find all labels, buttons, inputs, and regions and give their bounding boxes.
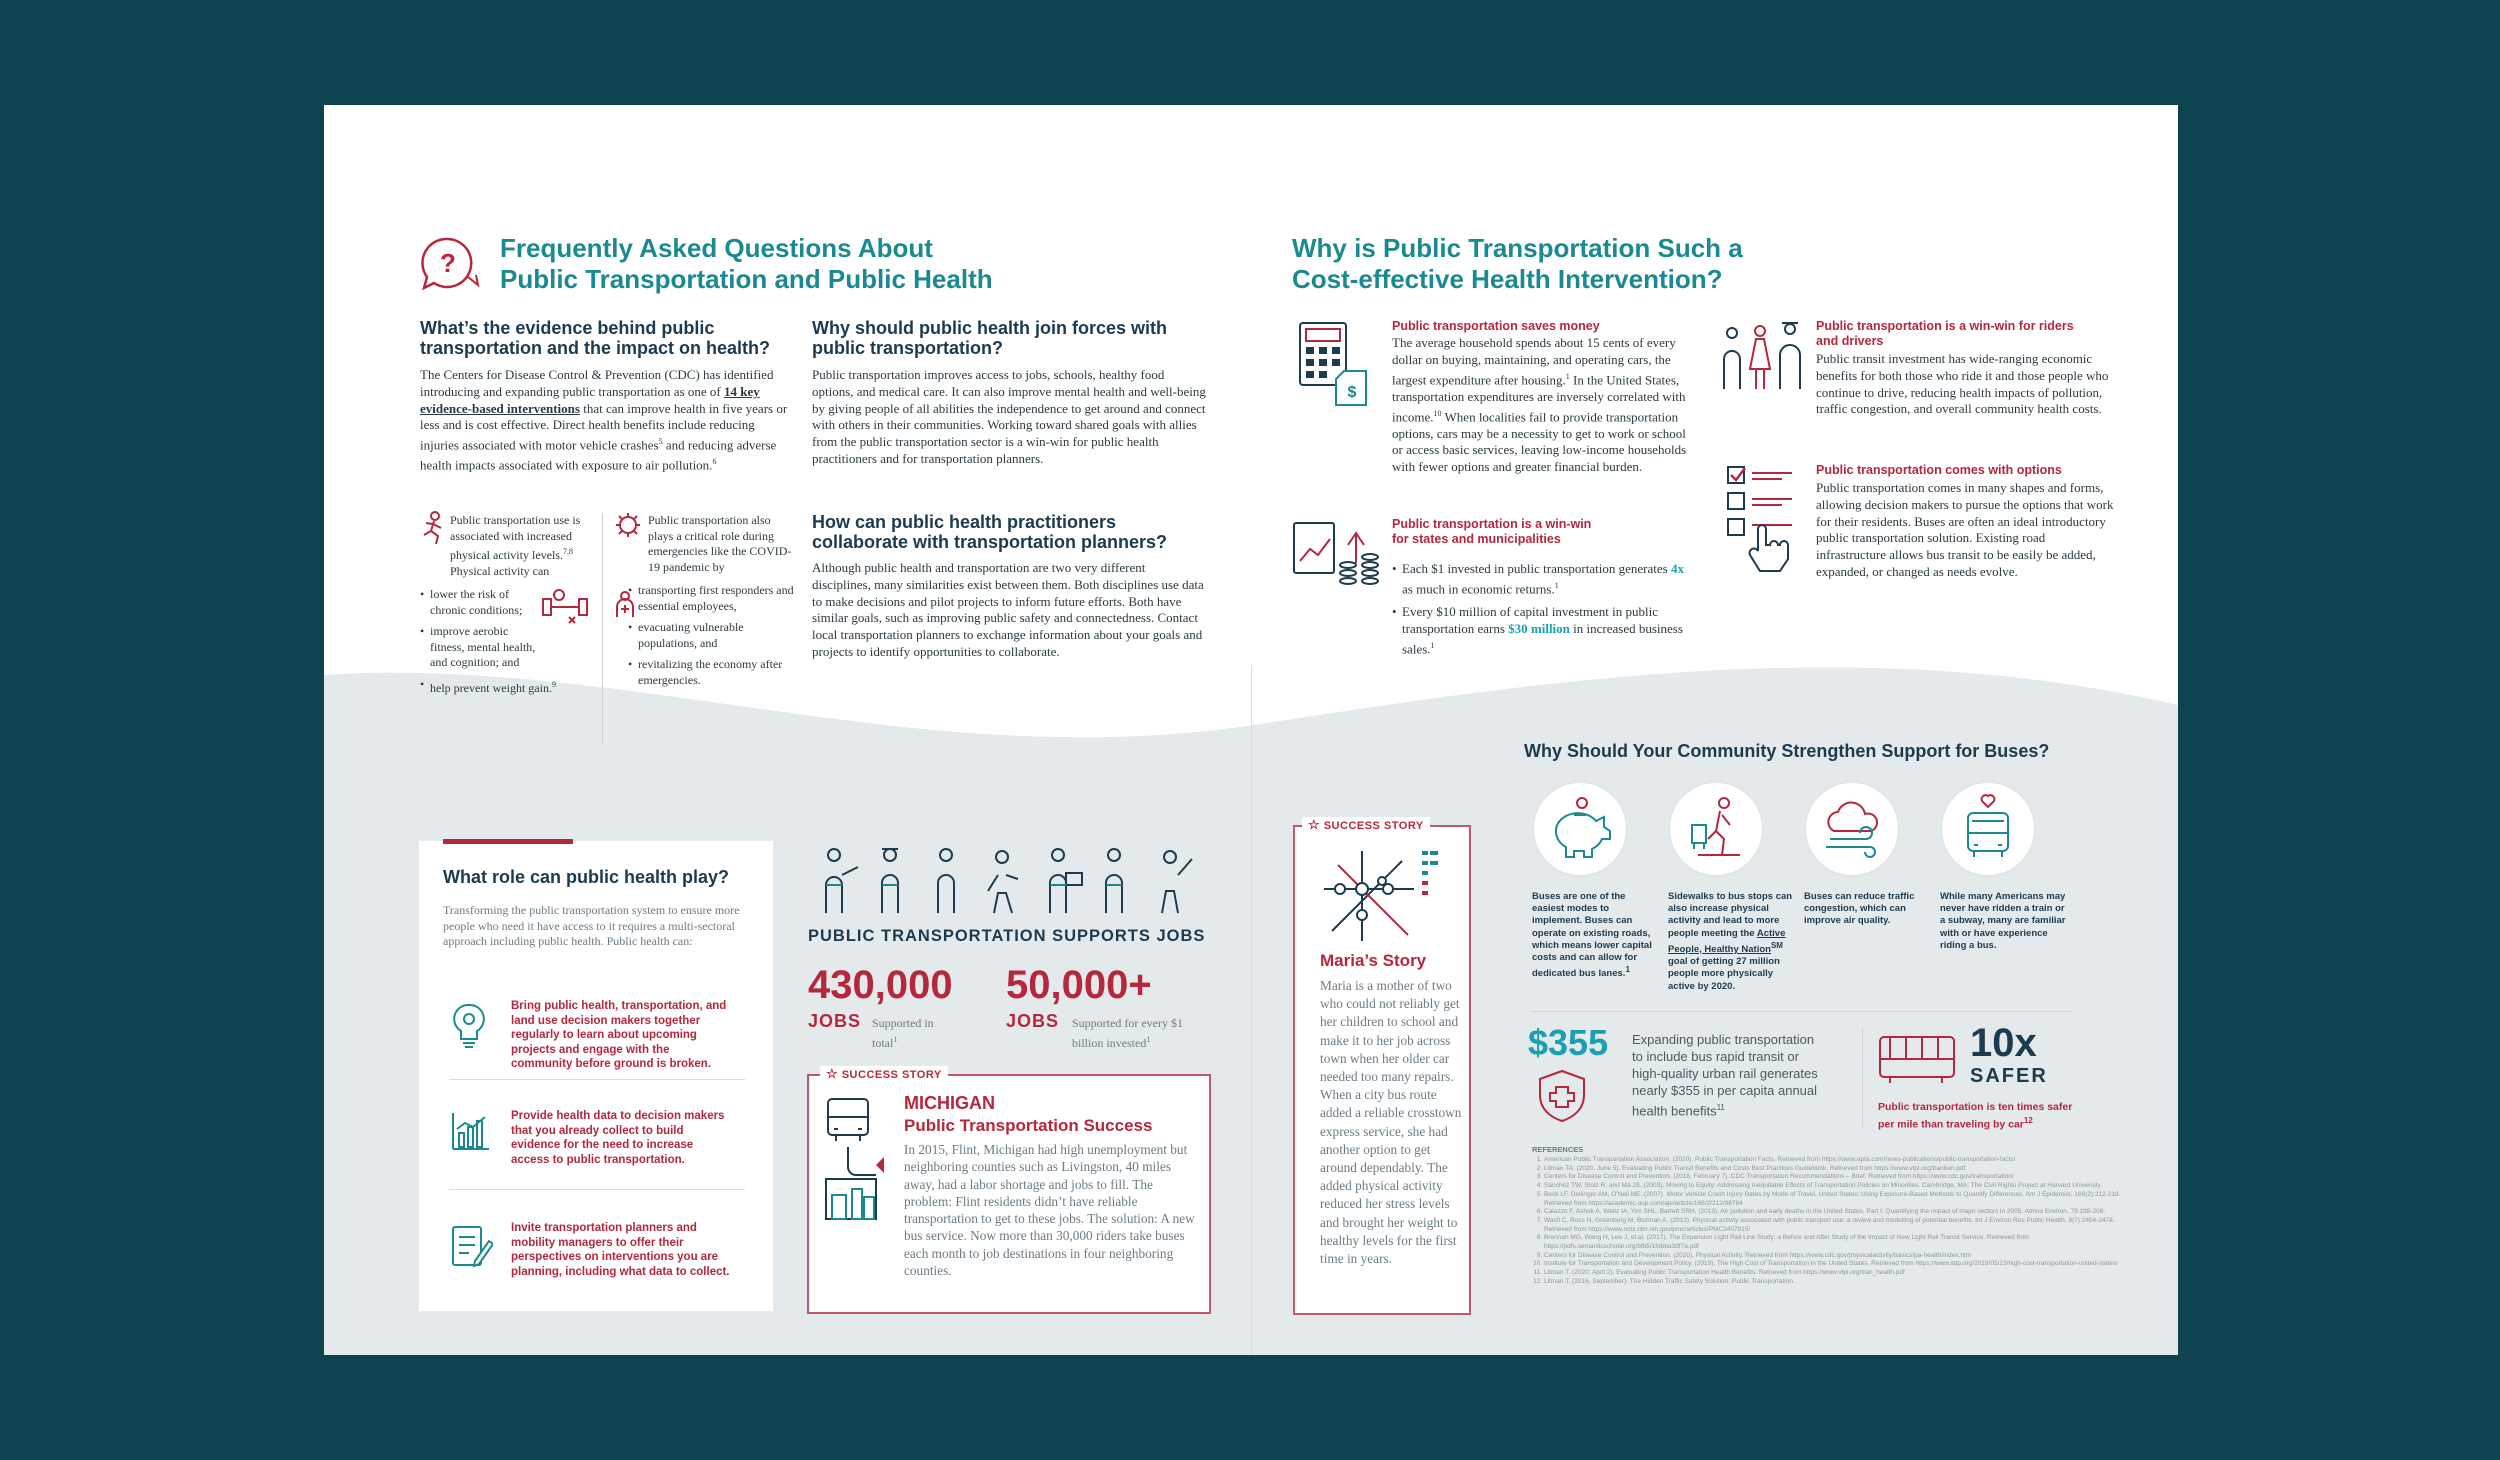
stat-divider: [1862, 1027, 1863, 1127]
role-card: [418, 840, 774, 1312]
first-responder-icon: [614, 591, 636, 619]
col-b-item: • transporting first responders and essential employees,: [628, 583, 794, 614]
reference-item: 12. Litman T. (2016, September). The Hidden Traffic Safety Solution: Public Transportation.: [1544, 1278, 2132, 1287]
saves-money-body: The average household spends about 15 cents of every dollar on buying, maintaining, and operating cars, the largest expenditure after housing.$^1$ In the United States, transportation expenditures are inversely correlated with income.$^{10}$ When localities fail to provide transportation options, cars may be a necessity to get to work or school or access basic services, leaving low-income households with fewer options and greater financial burden.: [1392, 335, 1687, 475]
col-b-item: • revitalizing the economy after emergencies.: [628, 657, 794, 688]
transit-map-icon: [1318, 845, 1448, 945]
faq-q3-body: Although public health and transportation are two very different disciplines, many similarities exist between them. Both disciplines use data to make decisions and pilot projects to inform future efforts. Both have similar goals, such as improving public safety and connectedness. Contact local transportation planners to exchange information about your goals and projects to identify opportunities to collaborate.: [812, 560, 1204, 659]
reference-item: 10. Institute for Transportation and Development Policy. (2019). The High Cost of Transportation in the United States. Retrieved from https://www.itdp.org/2019/05/23/high-cost-transportation-united-states/: [1544, 1260, 2132, 1269]
reference-item: 9. Centers for Disease Control and Prevention. (2020). Physical Activity. Retrieved from https://www.cdc.gov/physicalactivity/basics/pa-health/index.htm: [1544, 1252, 2132, 1261]
col-a-item: • help prevent weight gain.$^9$: [420, 677, 590, 697]
shield-health-icon: [1532, 1067, 1592, 1125]
bus-benefit-text: While many Americans may never have ridden a train or a subway, many are familiar with or have experience riding a bus.: [1940, 891, 2066, 951]
svg-text:?: ?: [440, 248, 456, 278]
col-divider: [602, 513, 603, 745]
bar-chart-icon: [449, 1109, 493, 1153]
bus-front-icon: [1876, 1031, 1962, 1087]
stat-10x-desc: Public transportation is ten times safer per mile than traveling by car$^{12}$: [1878, 1101, 2073, 1131]
faq-q3-title: How can public health practitioners collaborate with transportation planners?: [812, 512, 1168, 552]
reference-item: 6. Caiazzo F, Ashok A, Waitz IA, Yim SHL, Barrett SRH. (2013). Air pollution and early deaths in the United States. Part I: Quantifying the impact of major sectors in 2005. Atmos Environ, 79:198-208.: [1544, 1208, 2132, 1217]
jobs-stat-1: 430,000: [808, 963, 953, 1007]
reference-item: 1. American Public Transportation Association. (2020). Public Transportation Facts. Retrieved from https://www.apta.com/news-publications/public-transportation-facts/: [1544, 1156, 2132, 1165]
clipboard-pencil-icon: [449, 1221, 493, 1269]
stat-355-desc: Expanding public transportation to include bus rapid transit or high-quality urban rail generates nearly $355 in per capita annual health benefits$^{11}$: [1632, 1032, 1818, 1119]
col-a: Public transportation use is associated with increased physical activity levels.$^{7,8}$ Physical activity can • lower the risk of chronic conditions; • improve aerobic fitness, mental health, and cognition; and • help prevent weight gain.$^9$: [420, 513, 590, 702]
bus-benefit-text: Buses are one of the easiest modes to implement. Buses can operate on existing roads, which means lower capital costs and can allow for dedicated bus lanes.$^1$: [1532, 891, 1652, 980]
michigan-story-tag: ☆ SUCCESS STORY: [820, 1066, 948, 1082]
reference-item: 7. Wasfi C, Ross N, Greenberg M, Bozman A. (2013). Physical activity associated with public transport use: a review and modelling of potential benefits. Int J Environ Res Public Health, 9(7):2454-2478. Retrieved from https://www.ncbi.nlm.nih.gov/pmc/articles/PMC3407915/: [1544, 1217, 2132, 1234]
role-card-accent: [443, 839, 573, 844]
piggy-bank-icon: [1532, 781, 1628, 877]
faq-q2-title: Why should public health join forces with public transportation?: [812, 318, 1168, 358]
bus-benefit-text: Buses can reduce traffic congestion, which can improve air quality.: [1804, 891, 1915, 927]
bus-city-icon: [822, 1095, 892, 1225]
maria-body: Maria is a mother of two who could not reliably get her children to school and make it to her job across town when her older car needed too many repairs. When a city bus route added a reliable crosstown express service, she had another option to get around dependably. The added physical activity reduced her stress levels and brought her weight to healthy levels for the first time in years.: [1320, 978, 1462, 1267]
riders-title: Public transportation is a win-win for riders and drivers: [1816, 319, 2074, 348]
faq-q1-title: What’s the evidence behind public transportation and the impact on health?: [420, 318, 771, 358]
star-icon: ☆: [826, 1066, 839, 1081]
svg-text:$: $: [1347, 384, 1357, 401]
winwin-title: Public transportation is a win-win for states and municipalities: [1392, 517, 1592, 546]
faq-title: Frequently Asked Questions About Public Transportation and Public Health: [500, 233, 993, 294]
workers-icon-row: [812, 845, 1212, 915]
jobs-stat-2: 50,000+: [1006, 963, 1152, 1007]
col-b: Public transportation also plays a critical role during emergencies like the COVID-19 pandemic by • transporting first responders and essential employees, • evacuating vulnerable populations, and • revitalizing the economy after emergencies.: [614, 513, 794, 694]
jobs-stat-1-label: JOBS: [808, 1011, 862, 1031]
jobs-stat-1-desc: Supported in total$^1$: [872, 1016, 934, 1050]
star-icon: ☆: [1308, 817, 1321, 832]
michigan-title: MICHIGAN Public Transportation Success: [904, 1093, 1153, 1135]
michigan-body: In 2015, Flint, Michigan had high unemployment but neighboring counties such as Livingston, 40 miles away, had a labor shortage and jobs to fill. The problem: Flint residents didn’t have reliable transportation to get to these jobs. The solution: A new bus service. Now more than 30,000 riders take buses each month to job destinations in four neighboring counties.: [904, 1142, 1195, 1279]
bus-benefit-circle: [1532, 781, 1628, 877]
options-title: Public transportation comes with options: [1816, 463, 2062, 477]
riders-body: Public transit investment has wide-ranging economic benefits for both those who ride it and those people who continue to drive, reducing health impacts of pollution, traffic congestion, and overall community health costs.: [1816, 351, 2109, 417]
role-item-3: Invite transportation planners and mobility managers to offer their perspectives on interventions you are planning, including what data to collect.: [511, 1222, 730, 1278]
faq-q2-body: Public transportation improves access to jobs, schools, healthy food options, and medical care. It can also improve mental health and well-being by giving people of all abilities the independence to get around and connect with others in their communities. Working toward shared goals with allies from the public transportation sector is a win-win for public health practitioners and for transportation planners.: [812, 367, 1206, 466]
stat-355: $355: [1528, 1022, 1609, 1063]
cloud-wind-icon: [1804, 781, 1900, 877]
role-item-2: Provide health data to decision makers that you already collect to build evidence for the need to increase access to public transportation.: [511, 1110, 725, 1166]
maria-title: Maria’s Story: [1320, 951, 1427, 970]
jobs-stat-2-desc: Supported for every $1 billion invested$^1$: [1072, 1016, 1183, 1050]
jobs-title: PUBLIC TRANSPORTATION SUPPORTS JOBS: [808, 927, 1206, 945]
question-chat-icon: [418, 233, 490, 297]
role-title: What role can public health play?: [443, 867, 730, 887]
winwin-item: • Every $10 million of capital investment in public transportation earns $30 million in increased business sales.$^1$: [1392, 604, 1697, 658]
winwin-list: [1392, 561, 1697, 664]
col-a-item: • improve aerobic fitness, mental health, and cognition; and: [420, 624, 545, 671]
reference-item: 8. Brennan MG, Wang H, Lee J, et al. (2017). The Expansion Light Rail Line Study: a Before and After Study of the Impact of New Light Rail Transit Service. Retrieved from https://pdfs.semanticscholar.org/bfb5/1fdbba3df7a.pdf: [1544, 1234, 2132, 1251]
reference-item: 3. Centers for Disease Control and Prevention. (2018, February 7). CDC Transportation Recommendations – Brief. Retrieved from https://www.cdc.gov/transportation/: [1544, 1173, 2132, 1182]
spread-fold: [1251, 665, 1252, 1355]
brochure-spread: [324, 105, 2178, 1355]
stat-safer: SAFER: [1970, 1065, 2048, 1087]
options-body: Public transportation comes in many shapes and forms, allowing decision makers to pursue the options that work for their residents. Buses are often an ideal introductory public transportation solution. Existing road infrastructure allows bus transit to be easily be added, expanded, or changed as needs evolve.: [1816, 480, 2114, 579]
reference-item: 4. Sanchez TW, Stolz R, and Ma JS. (2003). Moving to Equity: Addressing Inequitable Effects of Transportation Policies on Minorities. Cambridge, MA: The Civil Rights Project at Harvard University.: [1544, 1182, 2132, 1191]
references: REFERENCES 1. American Public Transportation Association. (2020). Public Transportation Facts. Retrieved from https://www.apta.com/news-publications/public-transportation-facts/ 2. Litman TA. (2020, June 5). Evaluating Public Transit Benefits and Costs Best Practices Guidebook. Retrieved from https://www.vtpi.org/tranben.pdf 3. Centers for Disease Control and Prevention. (2018, February 7). CDC Transportation Recommendations – Brief. Retrieved from https://www.cdc.gov/transportation/ 4. Sanchez TW, Stolz R, and Ma JS. (2003). Moving to Equity: Addressing Inequitable Effects of Transportation Policies on Minorities. Cambridge, MA: The Civil Rights Project at Harvard University. 5. Beck LF, Dellinger AM, O’Neil ME. (2007). Motor Vehicle Crash Injury Rates by Mode of Travel, United States: Using Exposure-Based Methods to Quantify Differences. Am J Epidemiol, 166(2):212-218. Retrieved from https://academic.oup.com/aje/article/166/2/212/98784 6. Caiazzo F, Ashok A, Waitz IA, Yim SHL, Barrett SRH. (2013). Air pollution and early deaths in the United States. Part I: Quantifying the impact of major sectors in 2005. Atmos Environ, 79:198-208. 7. Wasfi C, Ross N, Greenberg M, Bozman A. (2013). Physical activity associated with public transport use: a review and modelling of potential benefits. Int J Environ Res Public Health, 9(7):2454-2478. Retrieved from https://www.ncbi.nlm.nih.gov/pmc/articles/PMC3407915/ 8. Brennan MG, Wang H, Lee J, et al. (2017). The Expansion Light Rail Line Study: a Before and After Study of the Impact of New Light Rail Transit Service. Retrieved from https://pdfs.semanticscholar.org/bfb5/1fdbba3df7a.pdf 9. Centers for Disease Control and Prevention. (2020). Physical Activity. Retrieved from https://www.cdc.gov/physicalactivity/basics/pa-health/index.htm 10. Institute for Transportation and Development Policy. (2019). The High Cost of Transportation in the United States. Retrieved from https://www.itdp.org/2019/05/23/high-cost-transportation-united-states/ 11. Litman T. (2020, April 2). Evaluating Public Transportation Health Benefits. Retrieved from https://www.vtpi.org/tran_health.pdf 12. Litman T. (2016, September). The Hidden Traffic Safety Solution: Public Transportation.: [1532, 1145, 2132, 1287]
bus-heart-icon: [1940, 781, 2036, 877]
role-intro: Transforming the public transportation system to ensure more people who need it have access to it requires a multi-sectoral approach including public health. Public health can:: [443, 903, 740, 948]
winwin-item: • Each $1 invested in public transportation generates 4x as much in economic returns.$^1$: [1392, 561, 1697, 598]
col-b-item: • evacuating vulnerable populations, and: [628, 620, 794, 651]
role-divider: [449, 1079, 745, 1080]
role-item-1: Bring public health, transportation, and land use decision makers together regularly to learn about upcoming projects and engage with the community before ground is broken.: [511, 1000, 727, 1070]
jobs-stat-2-label: JOBS: [1006, 1011, 1060, 1031]
saves-money-title: Public transportation saves money: [1392, 319, 1600, 333]
role-divider: [449, 1189, 745, 1190]
reference-item: 5. Beck LF, Dellinger AM, O’Neil ME. (2007). Motor Vehicle Crash Injury Rates by Mode of Travel, United States: Using Exposure-Based Methods to Quantify Differences. Am J Epidemiol, 166(2):212-218. Retrieved from https://academic.oup.com/aje/article/166/2/212/98784: [1544, 1191, 2132, 1208]
revenue-growth-icon: [1290, 515, 1386, 589]
buses-title: Why Should Your Community Strengthen Support for Buses?: [1524, 741, 2050, 761]
bus-benefit-circle: [1940, 781, 2036, 877]
cost-title: Why is Public Transportation Such a Cost-effective Health Intervention?: [1292, 233, 1743, 294]
dumbbell-icon: [539, 587, 591, 627]
reference-item: 2. Litman TA. (2020, June 5). Evaluating Public Transit Benefits and Costs Best Practices Guidebook. Retrieved from https://www.vtpi.org/tranben.pdf: [1544, 1165, 2132, 1174]
col-a-item: • lower the risk of chronic conditions;: [420, 587, 545, 618]
checklist-hand-icon: [1724, 463, 1800, 573]
riders-drivers-icon: [1720, 319, 1810, 391]
active-people-link[interactable]: Active People, Healthy Nation: [1668, 927, 1786, 955]
buses-divider: [1532, 1011, 2072, 1012]
maria-story-tag: ☆ SUCCESS STORY: [1302, 817, 1430, 833]
stat-10x: 10x: [1970, 1021, 2037, 1065]
bus-benefit-circle: [1668, 781, 1764, 877]
evidence-link[interactable]: 14 key evidence-based interventions: [420, 383, 760, 416]
pedestrian-icon: [1668, 781, 1764, 877]
bus-benefit-text: Sidewalks to bus stops can also increase physical activity and lead to more people meeting the Active People, Healthy Nation℠ goal of getting 27 million people more physically active by 2020.: [1668, 891, 1793, 992]
bus-benefit-circle: [1804, 781, 1900, 877]
faq-q1-body: The Centers for Disease Control & Prevention (CDC) has identified introducing and expanding public transportation as one of 14 key evidence-based interventions that can improve health in five years or less and is cost effective. Direct health benefits include reducing injuries associated with motor vehicle crashes$^5$ and reducing adverse health impacts associated with exposure to air pollution.$^6$: [420, 367, 788, 473]
reference-item: 11. Litman T. (2020, April 2). Evaluating Public Transportation Health Benefits. Retrieved from https://www.vtpi.org/tran_health.pdf: [1544, 1269, 2132, 1278]
lightbulb-gear-icon: [449, 999, 489, 1051]
calculator-icon: [1296, 319, 1376, 409]
